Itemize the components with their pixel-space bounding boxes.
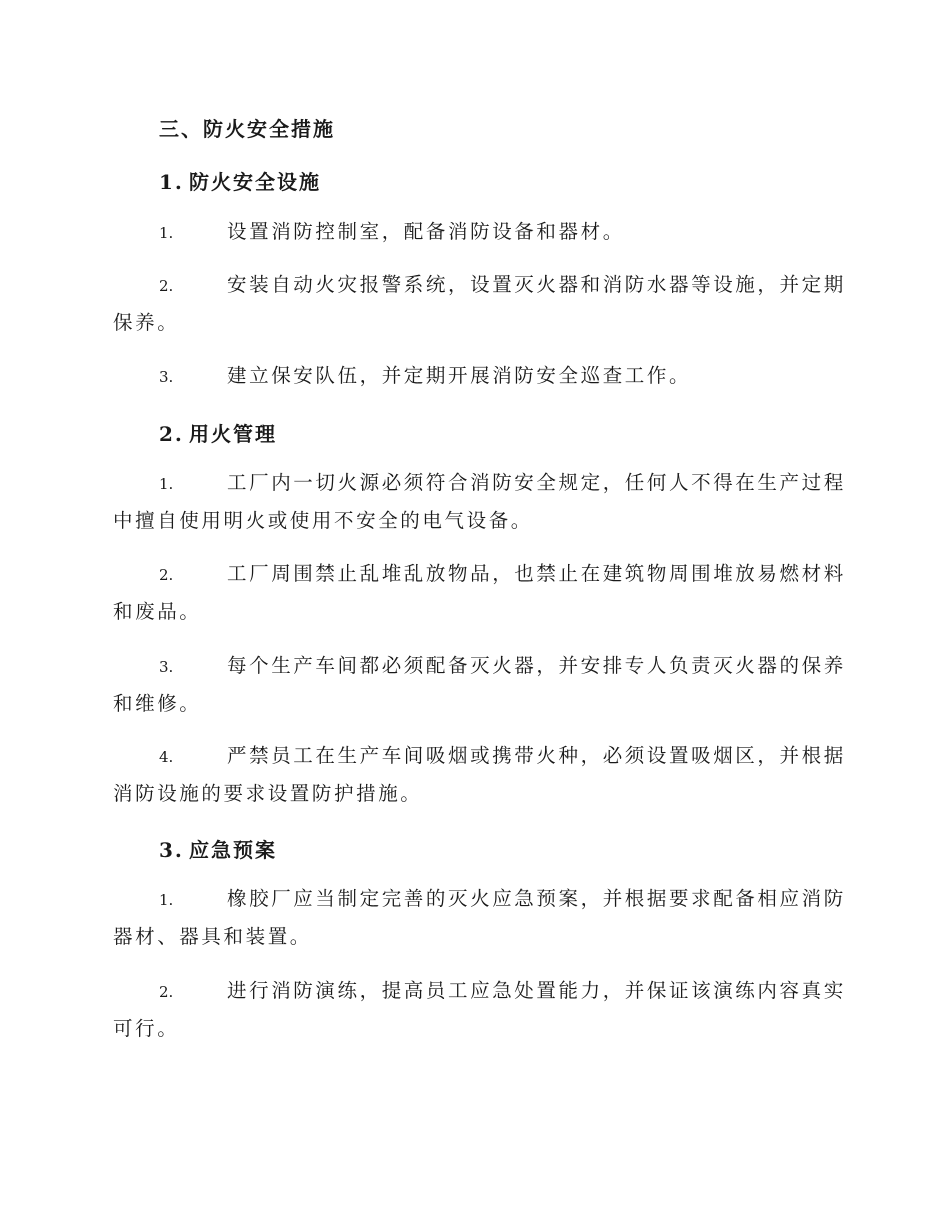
item-line	[113, 737, 846, 775]
item-number: 1.	[159, 224, 174, 242]
item-line	[113, 555, 846, 593]
item-number: 4.	[159, 748, 174, 766]
item-text: 工厂周围禁止乱堆乱放物品，也禁止在建筑物周围堆放易燃材料	[227, 562, 846, 585]
list-item	[113, 464, 846, 540]
subsection-number: 2.	[159, 422, 184, 446]
item-number: 3.	[159, 658, 174, 676]
item-number: 1.	[159, 475, 174, 493]
item-line	[113, 647, 846, 685]
list-item	[113, 266, 846, 342]
item-line: 中擅自使用明火或使用不安全的电气设备。	[113, 509, 533, 532]
item-line: 和维修。	[113, 692, 202, 715]
item-line: 保养。	[113, 311, 180, 334]
list-item	[113, 213, 833, 251]
item-text: 橡胶厂应当制定完善的灭火应急预案，并根据要求配备相应消防	[227, 887, 846, 910]
subsection-heading	[159, 166, 321, 195]
item-number: 2.	[159, 277, 174, 295]
item-line: 可行。	[113, 1017, 180, 1040]
item-line	[113, 464, 846, 502]
item-line	[113, 357, 833, 395]
item-line: 和废品。	[113, 600, 202, 623]
list-item	[113, 880, 846, 956]
item-line	[113, 266, 846, 304]
item-text: 工厂内一切火源必须符合消防安全规定，任何人不得在生产过程	[227, 471, 846, 494]
item-line	[113, 972, 846, 1010]
list-item	[113, 972, 846, 1048]
item-line: 消防设施的要求设置防护措施。	[113, 782, 423, 805]
subsection-number: 3.	[159, 838, 184, 862]
item-line	[113, 213, 833, 251]
item-text: 严禁员工在生产车间吸烟或携带火种，必须设置吸烟区，并根据	[227, 744, 846, 767]
item-number: 1.	[159, 891, 174, 909]
item-text: 建立保安队伍，并定期开展消防安全巡查工作。	[227, 364, 692, 387]
item-line	[113, 880, 846, 918]
subsection-title: 应急预案	[189, 838, 277, 862]
list-item	[113, 647, 846, 723]
section-title: 三、防火安全措施	[159, 117, 335, 141]
item-line: 器材、器具和装置。	[113, 925, 312, 948]
item-text: 安装自动火灾报警系统，设置灭火器和消防水器等设施，并定期	[227, 273, 846, 296]
subsection-title: 用火管理	[189, 422, 277, 446]
item-text: 进行消防演练，提高员工应急处置能力，并保证该演练内容真实	[227, 979, 846, 1002]
item-number: 2.	[159, 983, 174, 1001]
item-text: 每个生产车间都必须配备灭火器，并安排专人负责灭火器的保养	[227, 654, 846, 677]
subsection-title: 防火安全设施	[189, 170, 321, 194]
list-item	[113, 357, 833, 395]
list-item	[113, 737, 846, 813]
item-text: 设置消防控制室，配备消防设备和器材。	[227, 220, 625, 243]
list-item	[113, 555, 846, 631]
subsection-heading	[159, 834, 277, 863]
item-number: 2.	[159, 566, 174, 584]
subsection-heading	[159, 418, 277, 447]
subsection-number: 1.	[159, 170, 184, 194]
item-number: 3.	[159, 368, 174, 386]
